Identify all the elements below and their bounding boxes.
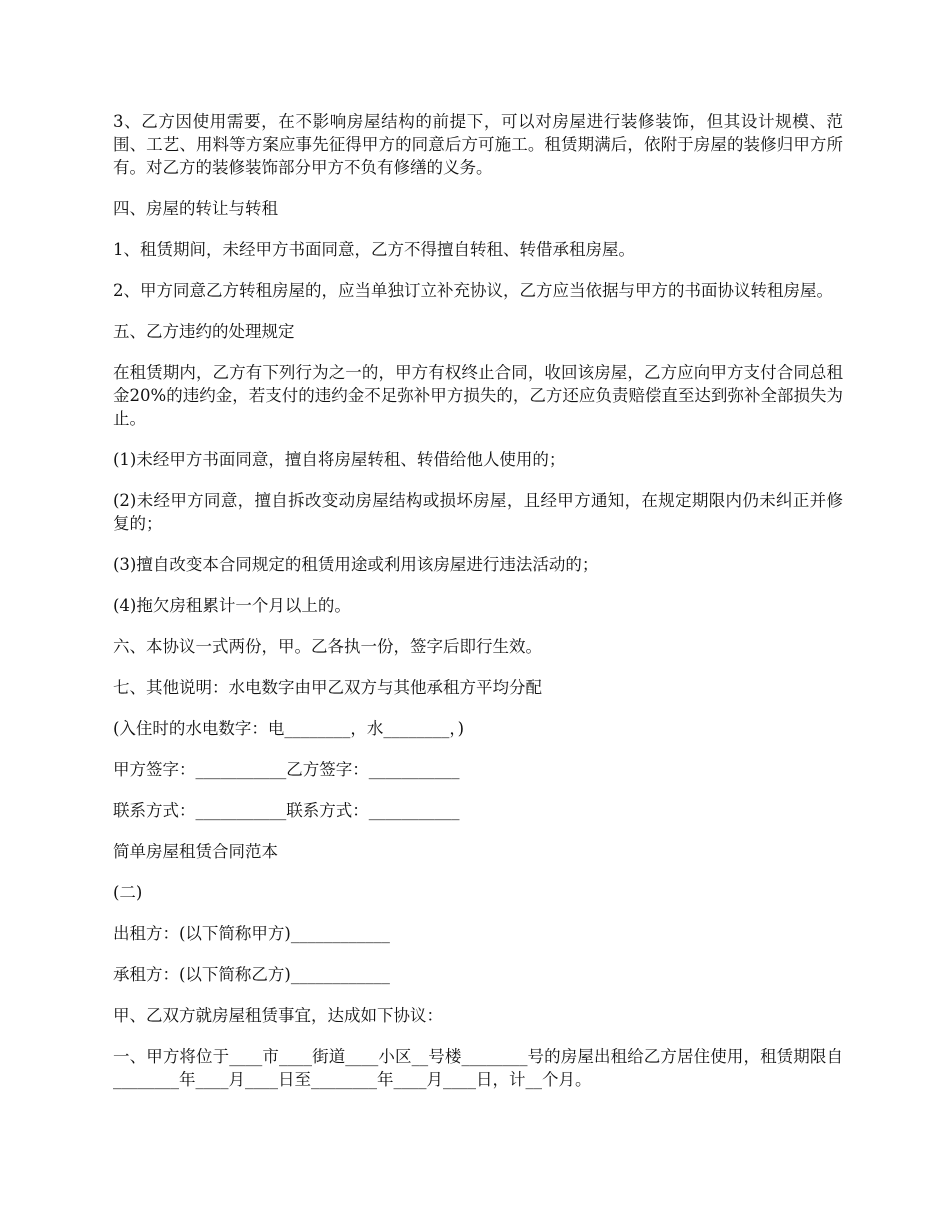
lessee-line: 承租方：(以下简称乙方)____________ — [113, 965, 390, 984]
section-7: 七、其他说明：水电数字由甲乙双方与其他承租方平均分配 — [113, 678, 542, 697]
template-title: 简单房屋租赁合同范本 — [113, 842, 278, 861]
clause-5-intro: 在租赁期内，乙方有下列行为之一的，甲方有权终止合同，收回该房屋，乙方应向甲方支付合同总租金20%的违约金，若支付的违约金不足弥补甲方损失的，乙方还应负责赔偿直至达到弥补全部损失为止。 — [113, 363, 843, 428]
clause-4-2: 2、甲方同意乙方转租房屋的，应当单独订立补充协议，乙方应当依据与甲方的书面协议转租房屋。 — [113, 281, 833, 300]
contact-line: 联系方式：___________联系方式：___________ — [113, 801, 460, 820]
section-6: 六、本协议一式两份，甲。乙各执一份，签字后即行生效。 — [113, 637, 542, 656]
clause-5-item-1: (1)未经甲方书面同意，擅自将房屋转租、转借给他人使用的； — [113, 450, 566, 469]
section-4-heading: 四、房屋的转让与转租 — [113, 199, 278, 218]
agreement-intro: 甲、乙双方就房屋租赁事宜，达成如下协议： — [113, 1006, 443, 1025]
clause-1-lease-term: 一、甲方将位于____市____街道____小区__号楼________号的房屋出租给乙方居住使用，租赁期限自________年____月____日至________年____月____日，计__个月。 — [113, 1047, 843, 1089]
clause-3-renovation: 3、乙方因使用需要，在不影响房屋结构的前提下，可以对房屋进行装修装饰，但其设计规模、范围、工艺、用料等方案应事先征得甲方的同意后方可施工。租赁期满后，依附于房屋的装修归甲方所有。对乙方的装修装饰部分甲方不负有修缮的义务。 — [113, 112, 843, 177]
template-number: (二) — [113, 883, 143, 902]
section-5-heading: 五、乙方违约的处理规定 — [113, 322, 295, 341]
clause-4-1: 1、租赁期间，未经甲方书面同意，乙方不得擅自转租、转借承租房屋。 — [113, 240, 635, 259]
lessor-line: 出租方：(以下简称甲方)____________ — [113, 924, 390, 943]
clause-5-item-3: (3)擅自改变本合同规定的租赁用途或利用该房屋进行违法活动的； — [113, 555, 599, 574]
clause-5-item-2: (2)未经甲方同意，擅自拆改变动房屋结构或损坏房屋，且经甲方通知，在规定期限内仍未纠正并修复的； — [113, 491, 843, 533]
clause-5-item-4: (4)拖欠房租累计一个月以上的。 — [113, 596, 351, 615]
document-page — [113, 110, 843, 1109]
signature-line: 甲方签字：___________乙方签字：___________ — [113, 760, 460, 779]
utility-readings: (入住时的水电数字：电________，水________，) — [113, 719, 465, 738]
